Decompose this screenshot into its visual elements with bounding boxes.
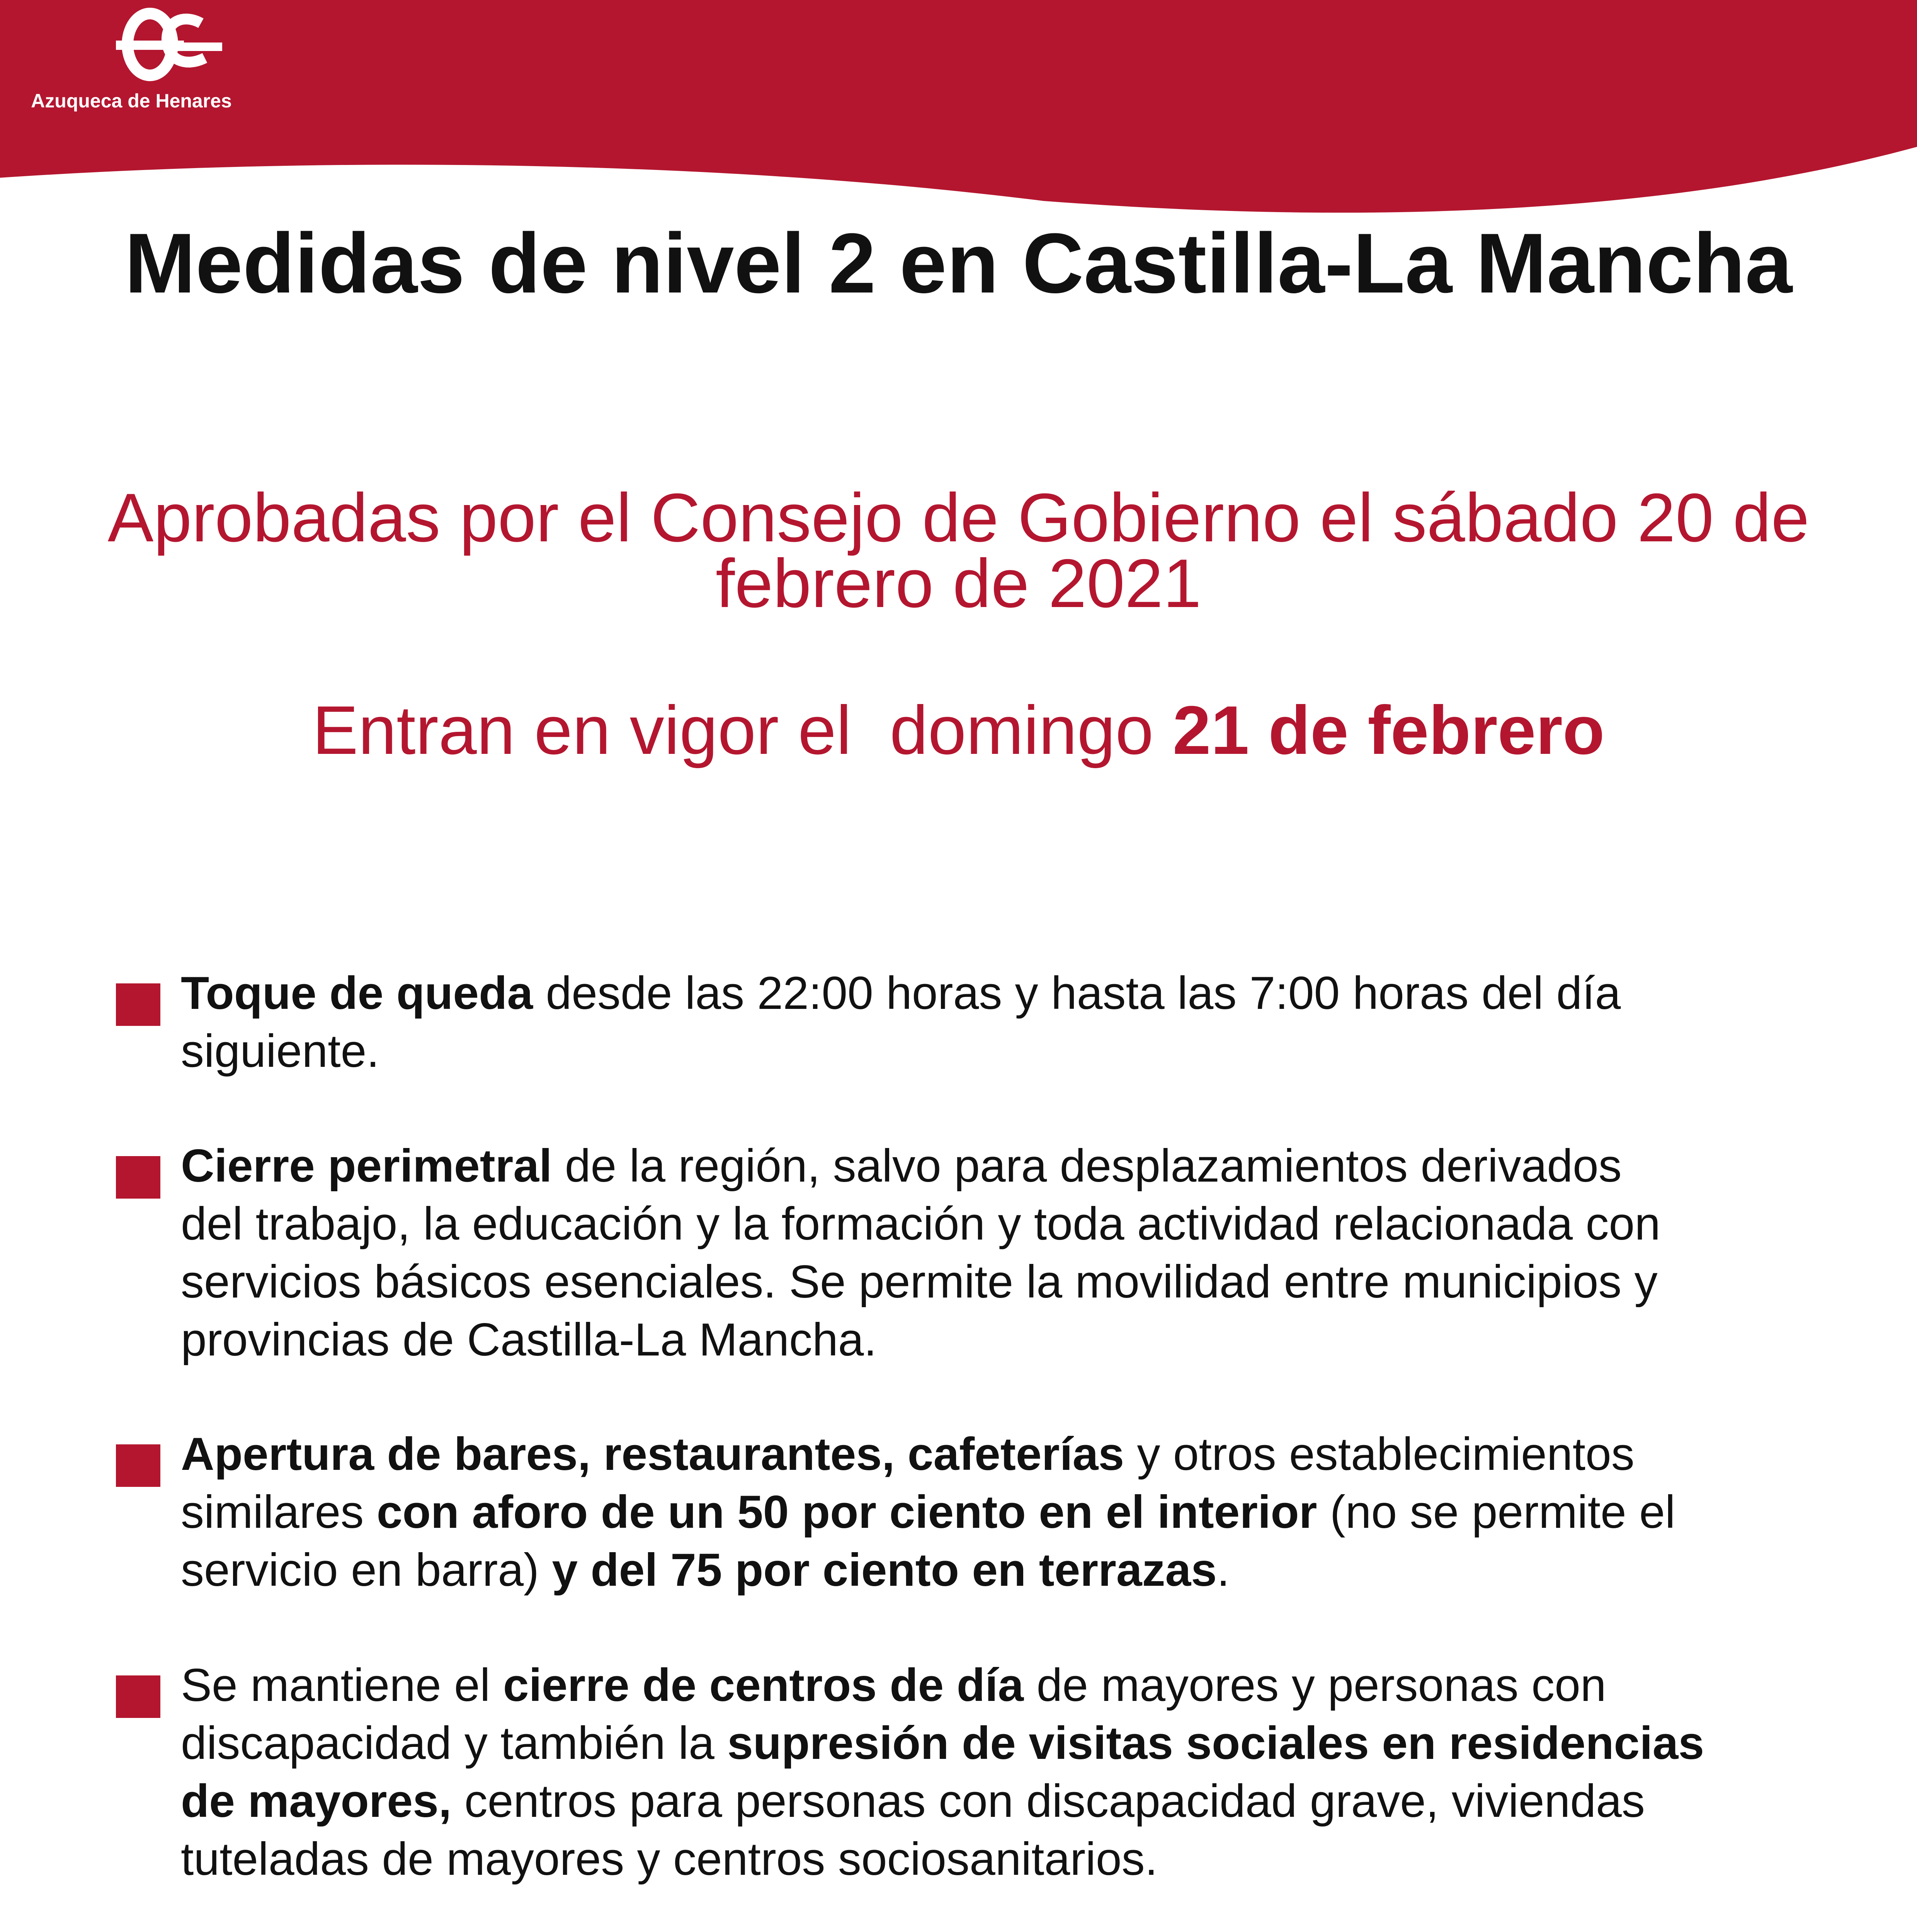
measure-bold-text: supresión de visitas sociales en residencias bbox=[727, 1717, 1704, 1769]
measure-plain-text: y otros establecimientos bbox=[1124, 1428, 1635, 1480]
measure-plain-text: discapacidad y también la bbox=[181, 1717, 728, 1769]
square-bullet-icon bbox=[116, 1444, 160, 1487]
measure-bold-text: cierre de centros de día bbox=[503, 1659, 1024, 1711]
measure-plain-text: centros para personas con discapacidad grave, viviendas bbox=[451, 1775, 1645, 1827]
measure-line bbox=[181, 1137, 1660, 1195]
measure-line bbox=[181, 964, 1621, 1022]
measure-plain-text: de la región, salvo para desplazamientos derivados bbox=[552, 1140, 1622, 1192]
measure-line bbox=[181, 1772, 1704, 1830]
measure-plain-text: del trabajo, la educación y la formación y toda actividad relacionada con bbox=[181, 1198, 1660, 1250]
measure-bold-text: de mayores, bbox=[181, 1775, 452, 1827]
measure-plain-text: Se mantiene el bbox=[181, 1659, 503, 1711]
measure-bold-text: con aforo de un 50 por ciento en el interior bbox=[376, 1486, 1317, 1538]
measure-plain-text: servicio en barra) bbox=[181, 1544, 552, 1596]
measure-text bbox=[181, 1137, 1660, 1369]
effective-date: 21 de febrero bbox=[1172, 692, 1605, 769]
measure-plain-text: . bbox=[1217, 1544, 1230, 1596]
page-title: Medidas de nivel 2 en Castilla-La Mancha bbox=[124, 216, 1793, 311]
measure-plain-text: provincias de Castilla-La Mancha. bbox=[181, 1314, 877, 1366]
measure-line bbox=[181, 1714, 1704, 1772]
measure-bold-text: y del 75 por ciento en terrazas bbox=[552, 1544, 1217, 1596]
measure-line bbox=[181, 1830, 1704, 1888]
measure-plain-text: siguiente. bbox=[181, 1025, 379, 1077]
measure-bold-text: Apertura de bares, restaurantes, cafeterías bbox=[181, 1428, 1124, 1480]
measure-line bbox=[181, 1253, 1660, 1311]
measure-text bbox=[181, 1425, 1675, 1599]
measure-line bbox=[181, 1656, 1704, 1714]
measure-plain-text: similares bbox=[181, 1486, 377, 1538]
measure-plain-text: tuteladas de mayores y centros sociosanitarios. bbox=[181, 1833, 1158, 1885]
square-bullet-icon bbox=[116, 1675, 160, 1718]
measure-line bbox=[181, 1425, 1675, 1483]
measure-line bbox=[181, 1195, 1660, 1253]
measure-line bbox=[181, 1483, 1675, 1541]
measure-line bbox=[181, 1022, 1621, 1080]
square-bullet-icon bbox=[116, 1156, 160, 1199]
square-bullet-icon bbox=[116, 983, 160, 1026]
measure-line bbox=[181, 1541, 1675, 1599]
measure-text bbox=[181, 1656, 1704, 1888]
measure-bold-text: Toque de queda bbox=[181, 967, 533, 1019]
logo-caption: Azuqueca de Henares bbox=[31, 90, 232, 112]
measure-text bbox=[181, 964, 1621, 1080]
measure-bold-text: Cierre perimetral bbox=[181, 1140, 552, 1192]
measure-plain-text: (no se permite el bbox=[1317, 1486, 1675, 1538]
measure-plain-text: desde las 22:00 horas y hasta las 7:00 horas del día bbox=[533, 967, 1621, 1019]
measure-plain-text: de mayores y personas con bbox=[1024, 1659, 1606, 1711]
approval-subtitle: Aprobadas por el Consejo de Gobierno el sábado 20 de febrero de 2021 bbox=[107, 479, 1810, 622]
measure-plain-text: servicios básicos esenciales. Se permite la movilidad entre municipios y bbox=[181, 1256, 1658, 1308]
measure-line bbox=[181, 1311, 1660, 1369]
effective-prefix: Entran en vigor el domingo bbox=[312, 692, 1173, 769]
